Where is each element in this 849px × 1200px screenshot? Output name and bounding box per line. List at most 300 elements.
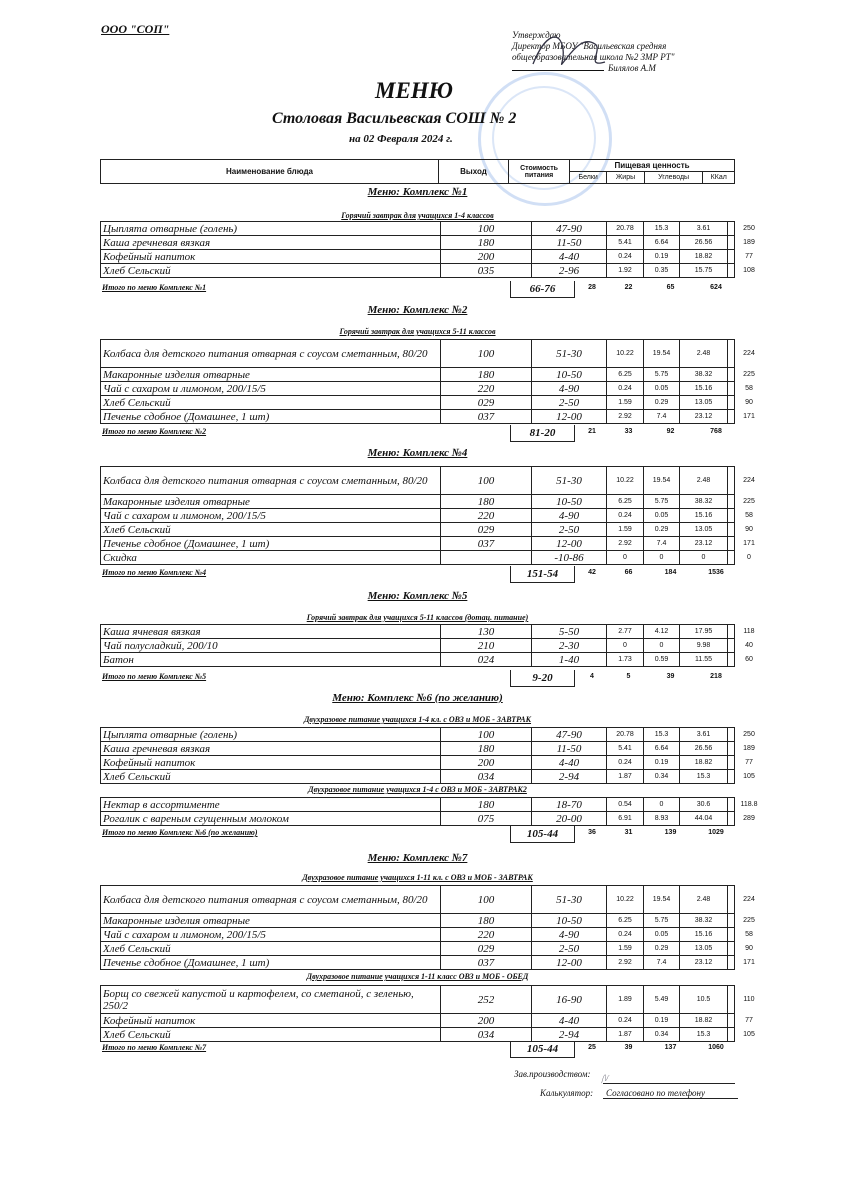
menu-date: на 02 Февраля 2024 г. — [349, 133, 453, 145]
dish-output: 100 — [441, 886, 532, 913]
dish-fats: 0 — [644, 798, 680, 811]
dish-kcal: 225 — [743, 498, 755, 505]
table-row — [100, 624, 755, 639]
dish-name: Печенье сдобное (Домашнее, 1 шт) — [101, 537, 441, 550]
dish-price: 11-50 — [532, 236, 607, 249]
col-carbs-header: Углеводы — [644, 172, 703, 184]
table-row — [100, 928, 753, 942]
dish-kcal: 189 — [743, 239, 755, 246]
dish-carbs: 2.48 — [680, 340, 728, 367]
approval-line: Директор МБОУ "Васильевская средняя — [512, 41, 667, 51]
group-subtitle: Горячий завтрак для учащихся 1-4 классов — [341, 211, 494, 220]
dish-kcal: 224 — [743, 477, 755, 484]
total-fats: 22 — [624, 284, 633, 291]
dish-fats: 0.29 — [644, 396, 680, 409]
dish-proteins: 6.91 — [607, 812, 644, 825]
dish-proteins: 1.87 — [607, 1028, 644, 1041]
dish-kcal: 90 — [745, 945, 753, 952]
dish-output: 220 — [441, 509, 532, 522]
dish-table — [100, 727, 755, 784]
dish-proteins: 0.24 — [607, 509, 644, 522]
dish-proteins: 2.77 — [607, 625, 644, 638]
dish-output: 075 — [441, 812, 532, 825]
section-total — [100, 1041, 735, 1054]
dish-carbs: 15.16 — [680, 509, 728, 522]
dish-output: 100 — [441, 467, 532, 494]
dish-table — [100, 797, 758, 826]
dish-price: 10-50 — [532, 368, 607, 381]
dish-fats: 7.4 — [644, 410, 680, 423]
dish-price: 18-70 — [532, 798, 607, 811]
dish-fats: 0.05 — [644, 382, 680, 395]
dish-carbs: 18.82 — [680, 250, 728, 263]
dish-proteins: 2.92 — [607, 537, 644, 550]
dish-name: Хлеб Сельский — [101, 264, 441, 277]
dish-kcal: 250 — [743, 225, 755, 232]
total-proteins: 36 — [588, 829, 596, 836]
dish-name: Нектар в ассортименте — [101, 798, 441, 811]
section-title: Меню: Комплекс №4 — [367, 447, 468, 459]
group-subtitle: Горячий завтрак для учащихся 5-11 классов — [339, 327, 496, 336]
dish-price: 51-30 — [532, 467, 607, 494]
total-proteins: 42 — [588, 569, 596, 576]
dish-kcal: 289 — [743, 815, 755, 822]
total-price: 105-44 — [510, 1041, 575, 1058]
dish-kcal: 90 — [745, 526, 753, 533]
dish-kcal: 224 — [743, 896, 755, 903]
section-title: Меню: Комплекс №7 — [367, 852, 468, 864]
dish-name: Макаронные изделия отварные — [101, 368, 441, 381]
table-row — [100, 236, 755, 250]
dish-proteins: 0.54 — [607, 798, 644, 811]
dish-kcal: 77 — [745, 759, 753, 766]
dish-fats: 15.3 — [644, 222, 680, 235]
table-row — [100, 1028, 755, 1042]
dish-table — [100, 339, 755, 424]
dish-proteins: 6.25 — [607, 495, 644, 508]
dish-carbs: 38.32 — [680, 495, 728, 508]
section-total — [100, 425, 735, 438]
dish-kcal: 105 — [743, 773, 755, 780]
dish-carbs: 15.3 — [680, 770, 728, 783]
dish-name: Печенье сдобное (Домашнее, 1 шт) — [101, 410, 441, 423]
dish-name: Батон — [101, 653, 441, 666]
dish-name: Макаронные изделия отварные — [101, 495, 441, 508]
dish-name: Чай полусладкий, 200/10 — [101, 639, 441, 652]
dish-fats: 0.35 — [644, 264, 680, 277]
dish-name: Хлеб Сельский — [101, 396, 441, 409]
dish-fats: 0.19 — [644, 1014, 680, 1027]
dish-kcal: 108 — [743, 267, 755, 274]
total-price: 105-44 — [510, 826, 575, 843]
table-header — [100, 159, 735, 184]
calculator-note: Согласовано по телефону — [603, 1088, 738, 1099]
dish-fats: 7.4 — [644, 537, 680, 550]
dish-kcal: 77 — [745, 1017, 753, 1024]
total-kcal: 768 — [710, 428, 722, 435]
col-nutrition-header: Пищевая ценность — [570, 160, 735, 172]
dish-fats: 0 — [644, 639, 680, 652]
dish-kcal: 171 — [743, 413, 755, 420]
dish-fats: 5.49 — [644, 986, 680, 1013]
dish-table — [100, 624, 755, 667]
group-subtitle: Горячий завтрак для учащихся 5-11 классов (дотац. питание) — [306, 613, 529, 622]
total-kcal: 1060 — [708, 1044, 724, 1051]
total-kcal: 1029 — [708, 829, 724, 836]
total-carbs: 65 — [666, 284, 675, 291]
dish-fats: 0.05 — [644, 509, 680, 522]
table-row — [100, 264, 755, 278]
total-fats: 39 — [624, 1044, 633, 1051]
dish-kcal: 225 — [743, 371, 755, 378]
dish-carbs: 44.04 — [680, 812, 728, 825]
dish-table — [100, 466, 755, 565]
dish-proteins: 1.73 — [607, 653, 644, 666]
dish-proteins: 20.78 — [607, 222, 644, 235]
total-price: 9-20 — [510, 670, 575, 687]
total-carbs: 139 — [664, 829, 677, 836]
total-proteins: 25 — [588, 1044, 596, 1051]
dish-name: Хлеб Сельский — [101, 942, 441, 955]
approval-line: общеобразовательная школа №2 ЗМР РТ" — [512, 52, 675, 62]
total-carbs: 92 — [666, 428, 675, 435]
dish-proteins: 0.24 — [607, 1014, 644, 1027]
dish-price: 2-94 — [532, 770, 607, 783]
dish-output: 037 — [441, 956, 532, 969]
dish-price: 4-40 — [532, 756, 607, 769]
dish-name: Хлеб Сельский — [101, 1028, 441, 1041]
dish-fats: 4.12 — [644, 625, 680, 638]
dish-proteins: 1.59 — [607, 523, 644, 536]
dish-output: 130 — [441, 625, 532, 638]
total-proteins: 4 — [590, 673, 594, 680]
dish-kcal: 0 — [747, 554, 751, 561]
dish-fats: 0.29 — [644, 523, 680, 536]
dish-kcal: 90 — [745, 399, 753, 406]
dish-proteins: 5.41 — [607, 742, 644, 755]
dish-kcal: 40 — [745, 642, 753, 649]
dish-kcal: 110 — [743, 996, 755, 1003]
dish-carbs: 11.55 — [680, 653, 728, 666]
group-subtitle: Двухразовое питание учащихся 1-4 кл. с ОВЗ и МОБ - ЗАВТРАК — [303, 715, 532, 724]
total-proteins: 21 — [588, 428, 596, 435]
dish-output: 220 — [441, 928, 532, 941]
col-name-header: Наименование блюда — [101, 160, 439, 184]
table-row — [100, 742, 755, 756]
dish-fats: 0 — [644, 551, 680, 564]
dish-kcal: 58 — [745, 931, 753, 938]
table-row — [100, 495, 755, 509]
total-kcal: 218 — [710, 673, 722, 680]
section-title: Меню: Комплекс №1 — [367, 186, 468, 198]
dish-proteins: 1.92 — [607, 264, 644, 277]
dish-output: 200 — [441, 1014, 532, 1027]
table-row — [100, 770, 755, 784]
dish-carbs: 2.48 — [680, 886, 728, 913]
group-subtitle: Двухразовое питание учащихся 1-4 с ОВЗ и МОБ - ЗАВТРАК2 — [308, 785, 527, 794]
total-label: Итого по меню Комплекс №6 (по желанию) — [102, 828, 258, 837]
dish-fats: 0.59 — [644, 653, 680, 666]
dish-carbs: 30.6 — [680, 798, 728, 811]
total-carbs: 137 — [664, 1044, 677, 1051]
table-row — [100, 466, 755, 495]
dish-name: Хлеб Сельский — [101, 770, 441, 783]
dish-carbs: 38.32 — [680, 914, 728, 927]
dish-price: 2-94 — [532, 1028, 607, 1041]
dish-name: Колбаса для детского питания отварная с соусом сметанным, 80/20 — [101, 886, 441, 913]
dish-kcal: 118.8 — [740, 801, 758, 808]
dish-fats: 15.3 — [644, 728, 680, 741]
total-price: 151-54 — [510, 566, 575, 583]
total-label: Итого по меню Комплекс №4 — [102, 568, 207, 577]
dish-name: Кофейный напиток — [101, 756, 441, 769]
dish-kcal: 171 — [743, 540, 755, 547]
dish-carbs: 15.16 — [680, 382, 728, 395]
menu-title: МЕНЮ — [375, 78, 453, 103]
total-kcal: 1536 — [708, 569, 724, 576]
dish-name: Кофейный напиток — [101, 1014, 441, 1027]
total-label: Итого по меню Комплекс №2 — [102, 427, 207, 436]
dish-fats: 0.05 — [644, 928, 680, 941]
dish-carbs: 3.61 — [680, 728, 728, 741]
total-fats: 31 — [624, 829, 633, 836]
dish-carbs: 38.32 — [680, 368, 728, 381]
dish-carbs: 17.95 — [680, 625, 728, 638]
total-kcal: 624 — [710, 284, 722, 291]
dish-proteins: 20.78 — [607, 728, 644, 741]
col-proteins-header: Белки — [570, 172, 607, 184]
dish-output: 034 — [441, 1028, 532, 1041]
dish-fats: 6.64 — [644, 742, 680, 755]
dish-fats: 0.34 — [644, 1028, 680, 1041]
dish-price: 16-90 — [532, 986, 607, 1013]
dish-output: 180 — [441, 236, 532, 249]
group-subtitle: Двухразовое питание учащихся 1-11 кл. с ОВЗ и МОБ - ЗАВТРАК — [302, 873, 533, 882]
dish-carbs: 23.12 — [680, 537, 728, 550]
dish-proteins: 0 — [607, 639, 644, 652]
dish-carbs: 9.98 — [680, 639, 728, 652]
table-row — [100, 727, 755, 742]
table-row — [100, 1014, 753, 1028]
total-label: Итого по меню Комплекс №7 — [102, 1043, 207, 1052]
dish-table — [100, 985, 755, 1042]
total-label: Итого по меню Комплекс №5 — [102, 672, 207, 681]
dish-output: 200 — [441, 250, 532, 263]
dish-fats: 19.54 — [644, 886, 680, 913]
dish-output — [441, 551, 532, 564]
dish-carbs: 13.05 — [680, 523, 728, 536]
table-row — [100, 410, 755, 424]
section-title: Меню: Комплекс №5 — [367, 590, 468, 602]
dish-name: Чай с сахаром и лимоном, 200/15/5 — [101, 928, 441, 941]
dish-name: Каша гречневая вязкая — [101, 236, 441, 249]
dish-name: Борщ со свежей капустой и картофелем, со сметаной, с зеленью, 250/2 — [101, 986, 441, 1013]
dish-price: 10-50 — [532, 495, 607, 508]
total-label: Итого по меню Комплекс №1 — [102, 283, 207, 292]
dish-name: Рогалик с вареным сгущенным молоком — [101, 812, 441, 825]
total-proteins: 28 — [588, 284, 596, 291]
dish-proteins: 1.87 — [607, 770, 644, 783]
table-row — [100, 509, 753, 523]
dish-kcal: 58 — [745, 512, 753, 519]
col-output-header: Выход — [439, 160, 509, 184]
dish-output: 100 — [441, 340, 532, 367]
section-total — [100, 566, 735, 579]
table-row — [100, 368, 755, 382]
dish-output: 100 — [441, 728, 532, 741]
section-total — [100, 670, 735, 683]
dish-output: 029 — [441, 523, 532, 536]
dish-carbs: 15.16 — [680, 928, 728, 941]
dish-output: 029 — [441, 396, 532, 409]
table-row — [100, 985, 755, 1014]
dish-name: Чай с сахаром и лимоном, 200/15/5 — [101, 509, 441, 522]
dish-carbs: 10.5 — [680, 986, 728, 1013]
dish-price: 2-30 — [532, 639, 607, 652]
dish-kcal: 224 — [743, 350, 755, 357]
dish-name: Колбаса для детского питания отварная с соусом сметанным, 80/20 — [101, 467, 441, 494]
dish-price: 4-40 — [532, 250, 607, 263]
dish-price: 20-00 — [532, 812, 607, 825]
table-row — [100, 885, 755, 914]
dish-output: 035 — [441, 264, 532, 277]
dish-output: 024 — [441, 653, 532, 666]
dish-price: 1-40 — [532, 653, 607, 666]
calculator-label: Калькулятор: — [540, 1088, 594, 1098]
dish-output: 200 — [441, 756, 532, 769]
table-row — [100, 653, 753, 667]
dish-output: 180 — [441, 914, 532, 927]
total-price: 66-76 — [510, 281, 575, 298]
dish-price: 5-50 — [532, 625, 607, 638]
dish-price: 4-40 — [532, 1014, 607, 1027]
section-total — [100, 281, 735, 294]
dish-fats: 8.93 — [644, 812, 680, 825]
table-row — [100, 639, 753, 653]
dish-carbs: 18.82 — [680, 756, 728, 769]
dish-proteins: 0 — [607, 551, 644, 564]
dish-fats: 5.75 — [644, 914, 680, 927]
dish-price: 2-50 — [532, 523, 607, 536]
dish-name: Цыплята отварные (голень) — [101, 728, 441, 741]
dish-name: Макаронные изделия отварные — [101, 914, 441, 927]
dish-name: Каша ячневая вязкая — [101, 625, 441, 638]
dish-name: Цыплята отварные (голень) — [101, 222, 441, 235]
dish-fats: 19.54 — [644, 340, 680, 367]
dish-price: 47-90 — [532, 728, 607, 741]
organization-name: ООО "СОП" — [101, 22, 170, 36]
dish-fats: 0.19 — [644, 250, 680, 263]
table-row — [100, 339, 755, 368]
dish-output: 037 — [441, 410, 532, 423]
section-total — [100, 826, 735, 839]
dish-carbs: 15.75 — [680, 264, 728, 277]
total-fats: 66 — [624, 569, 633, 576]
total-carbs: 39 — [666, 673, 675, 680]
total-carbs: 184 — [664, 569, 677, 576]
dish-output: 252 — [441, 986, 532, 1013]
dish-price: 12-00 — [532, 410, 607, 423]
dish-proteins: 5.41 — [607, 236, 644, 249]
section-title: Меню: Комплекс №6 (по желанию) — [332, 692, 503, 704]
table-row — [100, 756, 753, 770]
section-title: Меню: Комплекс №2 — [367, 304, 468, 316]
group-subtitle: Двухразовое питание учащихся 1-11 класс ОВЗ и МОБ - ОБЕД — [306, 972, 529, 981]
dish-name: Скидка — [101, 551, 441, 564]
dish-fats: 0.34 — [644, 770, 680, 783]
dish-kcal: 60 — [745, 656, 753, 663]
dish-proteins: 0.24 — [607, 928, 644, 941]
dish-proteins: 1.89 — [607, 986, 644, 1013]
total-fats: 33 — [624, 428, 633, 435]
dish-proteins: 2.92 — [607, 956, 644, 969]
col-kcal-header: ККал — [703, 172, 735, 184]
dish-carbs: 23.12 — [680, 956, 728, 969]
dish-output: 180 — [441, 742, 532, 755]
dish-name: Хлеб Сельский — [101, 523, 441, 536]
dish-output: 220 — [441, 382, 532, 395]
dish-price: 2-50 — [532, 942, 607, 955]
canteen-name: Столовая Васильевская СОШ № 2 — [272, 110, 517, 127]
dish-name: Колбаса для детского питания отварная с соусом сметанным, 80/20 — [101, 340, 441, 367]
table-row — [100, 812, 755, 826]
dish-price: -10-86 — [532, 551, 607, 564]
dish-carbs: 3.61 — [680, 222, 728, 235]
dish-output: 180 — [441, 798, 532, 811]
dish-carbs: 15.3 — [680, 1028, 728, 1041]
table-row — [100, 523, 753, 537]
dish-fats: 5.75 — [644, 368, 680, 381]
manager-signature-line — [603, 1082, 735, 1084]
dish-proteins: 2.92 — [607, 410, 644, 423]
dish-carbs: 13.05 — [680, 942, 728, 955]
dish-proteins: 1.59 — [607, 942, 644, 955]
dish-name: Печенье сдобное (Домашнее, 1 шт) — [101, 956, 441, 969]
dish-proteins: 1.59 — [607, 396, 644, 409]
dish-proteins: 0.24 — [607, 382, 644, 395]
dish-output: 034 — [441, 770, 532, 783]
total-price: 81-20 — [510, 425, 575, 442]
table-row — [100, 396, 753, 410]
table-row — [100, 250, 753, 264]
dish-fats: 0.19 — [644, 756, 680, 769]
table-row — [100, 956, 755, 970]
table-row — [100, 551, 751, 565]
total-fats: 5 — [626, 673, 631, 680]
table-row — [100, 914, 755, 928]
dish-kcal: 105 — [743, 1031, 755, 1038]
dish-kcal: 118 — [743, 628, 755, 635]
table-row — [100, 537, 755, 551]
dish-output: 180 — [441, 368, 532, 381]
dish-carbs: 26.56 — [680, 742, 728, 755]
dish-kcal: 58 — [745, 385, 753, 392]
dish-price: 10-50 — [532, 914, 607, 927]
dish-proteins: 10.22 — [607, 467, 644, 494]
dish-price: 51-30 — [532, 886, 607, 913]
dish-output: 100 — [441, 222, 532, 235]
dish-output: 210 — [441, 639, 532, 652]
dish-price: 4-90 — [532, 382, 607, 395]
dish-proteins: 6.25 — [607, 914, 644, 927]
dish-output: 029 — [441, 942, 532, 955]
dish-kcal: 250 — [743, 731, 755, 738]
dish-price: 2-50 — [532, 396, 607, 409]
dish-fats: 7.4 — [644, 956, 680, 969]
col-price-header: Стоимость питания — [509, 160, 570, 184]
dish-output: 037 — [441, 537, 532, 550]
dish-carbs: 13.05 — [680, 396, 728, 409]
